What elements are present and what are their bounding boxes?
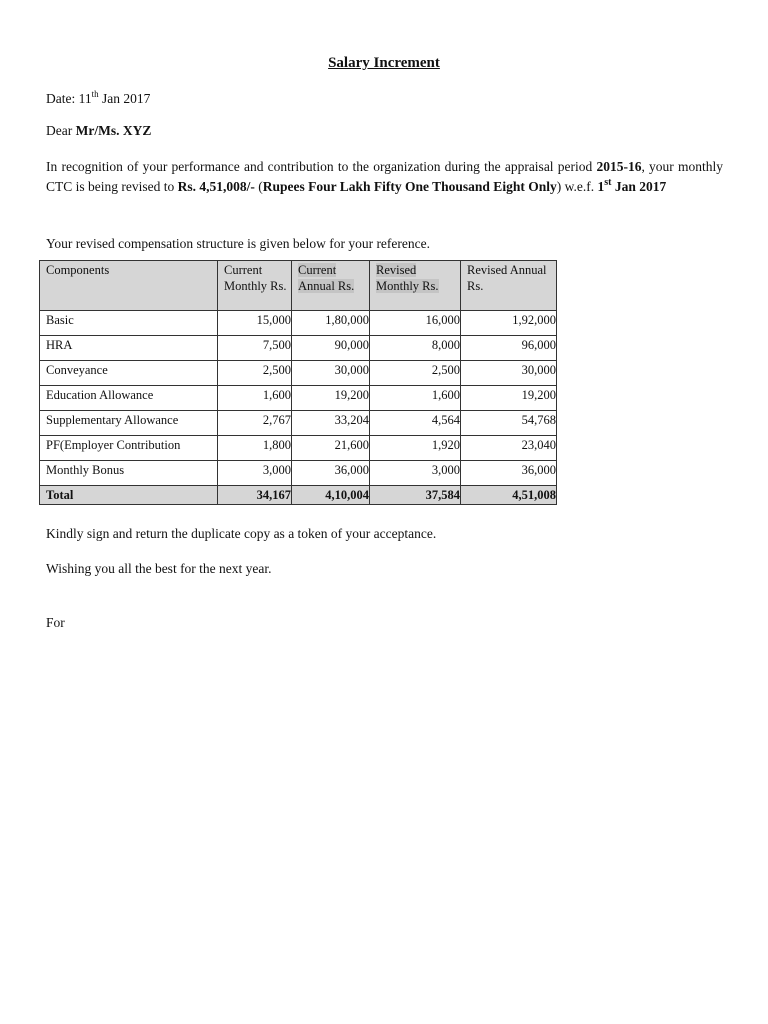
current-monthly-value: 2,500 bbox=[218, 361, 292, 386]
header-revised-monthly-text: Revised Monthly Rs. bbox=[376, 263, 439, 293]
sign-instruction: Kindly sign and return the duplicate copy as a token of your acceptance. bbox=[46, 526, 437, 541]
current-annual-value: 36,000 bbox=[292, 461, 370, 486]
para-text-3: ( bbox=[254, 178, 263, 194]
table-row bbox=[40, 311, 557, 336]
letter-title: Salary Increment bbox=[328, 55, 440, 71]
revised-monthly-value: 16,000 bbox=[370, 311, 461, 336]
current-annual-value: 30,000 bbox=[292, 361, 370, 386]
amount-in-words: Rupees Four Lakh Fifty One Thousand Eight Only bbox=[262, 178, 557, 194]
component-name: Education Allowance bbox=[40, 386, 218, 411]
current-monthly-value: 1,800 bbox=[218, 436, 292, 461]
salutation-line bbox=[46, 121, 726, 140]
revised-annual-value: 30,000 bbox=[461, 361, 557, 386]
revised-annual-value: 1,92,000 bbox=[461, 311, 557, 336]
current-monthly-value: 15,000 bbox=[218, 311, 292, 336]
component-name: Monthly Bonus bbox=[40, 461, 218, 486]
header-components: Components bbox=[40, 261, 218, 311]
revised-annual-value: 23,040 bbox=[461, 436, 557, 461]
current-monthly-value: 1,600 bbox=[218, 386, 292, 411]
revised-monthly-value: 1,600 bbox=[370, 386, 461, 411]
date-line bbox=[46, 89, 726, 108]
header-current-monthly: Current Monthly Rs. bbox=[218, 261, 292, 311]
header-current-annual-text: Current Annual Rs. bbox=[298, 263, 355, 293]
salutation-prefix: Dear bbox=[46, 123, 76, 138]
total-label: Total bbox=[40, 486, 218, 505]
current-annual-value: 19,200 bbox=[292, 386, 370, 411]
component-name: PF(Employer Contribution bbox=[40, 436, 218, 461]
date-rest: Jan 2017 bbox=[98, 91, 151, 106]
table-intro: Your revised compensation structure is given below for your reference. bbox=[46, 236, 431, 251]
current-annual-value: 33,204 bbox=[292, 411, 370, 436]
table-row bbox=[40, 361, 557, 386]
wef-sup: st bbox=[604, 176, 612, 188]
table-row bbox=[40, 386, 557, 411]
current-monthly-value: 2,767 bbox=[218, 411, 292, 436]
current-annual-value: 1,80,000 bbox=[292, 311, 370, 336]
revised-monthly-value: 3,000 bbox=[370, 461, 461, 486]
header-current-annual bbox=[292, 261, 370, 311]
total-revised-monthly: 37,584 bbox=[370, 486, 461, 505]
revision-paragraph bbox=[46, 157, 723, 196]
component-name: Supplementary Allowance bbox=[40, 411, 218, 436]
revised-monthly-value: 8,000 bbox=[370, 336, 461, 361]
table-total-row bbox=[40, 486, 557, 505]
component-name: Conveyance bbox=[40, 361, 218, 386]
wef-rest: Jan 2017 bbox=[611, 178, 667, 194]
total-current-monthly: 34,167 bbox=[218, 486, 292, 505]
revised-monthly-value: 4,564 bbox=[370, 411, 461, 436]
table-header-row bbox=[40, 261, 557, 311]
header-revised-annual: Revised Annual Rs. bbox=[461, 261, 557, 311]
table-row bbox=[40, 436, 557, 461]
date-prefix: Date: 11 bbox=[46, 91, 92, 106]
para-text-1: In recognition of your performance and contribution to the organization during the appraisal period bbox=[46, 159, 597, 174]
current-annual-value: 21,600 bbox=[292, 436, 370, 461]
table-row bbox=[40, 461, 557, 486]
current-monthly-value: 7,500 bbox=[218, 336, 292, 361]
wef-day: 1 bbox=[597, 178, 605, 194]
wishes-line: Wishing you all the best for the next year. bbox=[46, 561, 272, 576]
for-line: For bbox=[46, 615, 65, 630]
component-name: HRA bbox=[40, 336, 218, 361]
revised-monthly-value: 2,500 bbox=[370, 361, 461, 386]
component-name: Basic bbox=[40, 311, 218, 336]
salutation-name: Mr/Ms. XYZ bbox=[75, 123, 152, 138]
revised-annual-value: 19,200 bbox=[461, 386, 557, 411]
total-revised-annual: 4,51,008 bbox=[461, 486, 557, 505]
revised-ctc-amount: Rs. 4,51,008/- bbox=[177, 178, 255, 194]
revised-annual-value: 96,000 bbox=[461, 336, 557, 361]
revised-annual-value: 54,768 bbox=[461, 411, 557, 436]
current-annual-value: 90,000 bbox=[292, 336, 370, 361]
para-text-2: , your monthly CTC is being revised to bbox=[46, 159, 724, 194]
compensation-table bbox=[39, 260, 557, 505]
date-sup: th bbox=[91, 89, 99, 99]
appraisal-period: 2015-16 bbox=[596, 159, 642, 174]
table-row bbox=[40, 336, 557, 361]
current-monthly-value: 3,000 bbox=[218, 461, 292, 486]
revised-monthly-value: 1,920 bbox=[370, 436, 461, 461]
header-revised-monthly bbox=[370, 261, 461, 311]
revised-annual-value: 36,000 bbox=[461, 461, 557, 486]
para-text-4: ) w.e.f. bbox=[556, 178, 598, 194]
total-current-annual: 4,10,004 bbox=[292, 486, 370, 505]
table-row bbox=[40, 411, 557, 436]
